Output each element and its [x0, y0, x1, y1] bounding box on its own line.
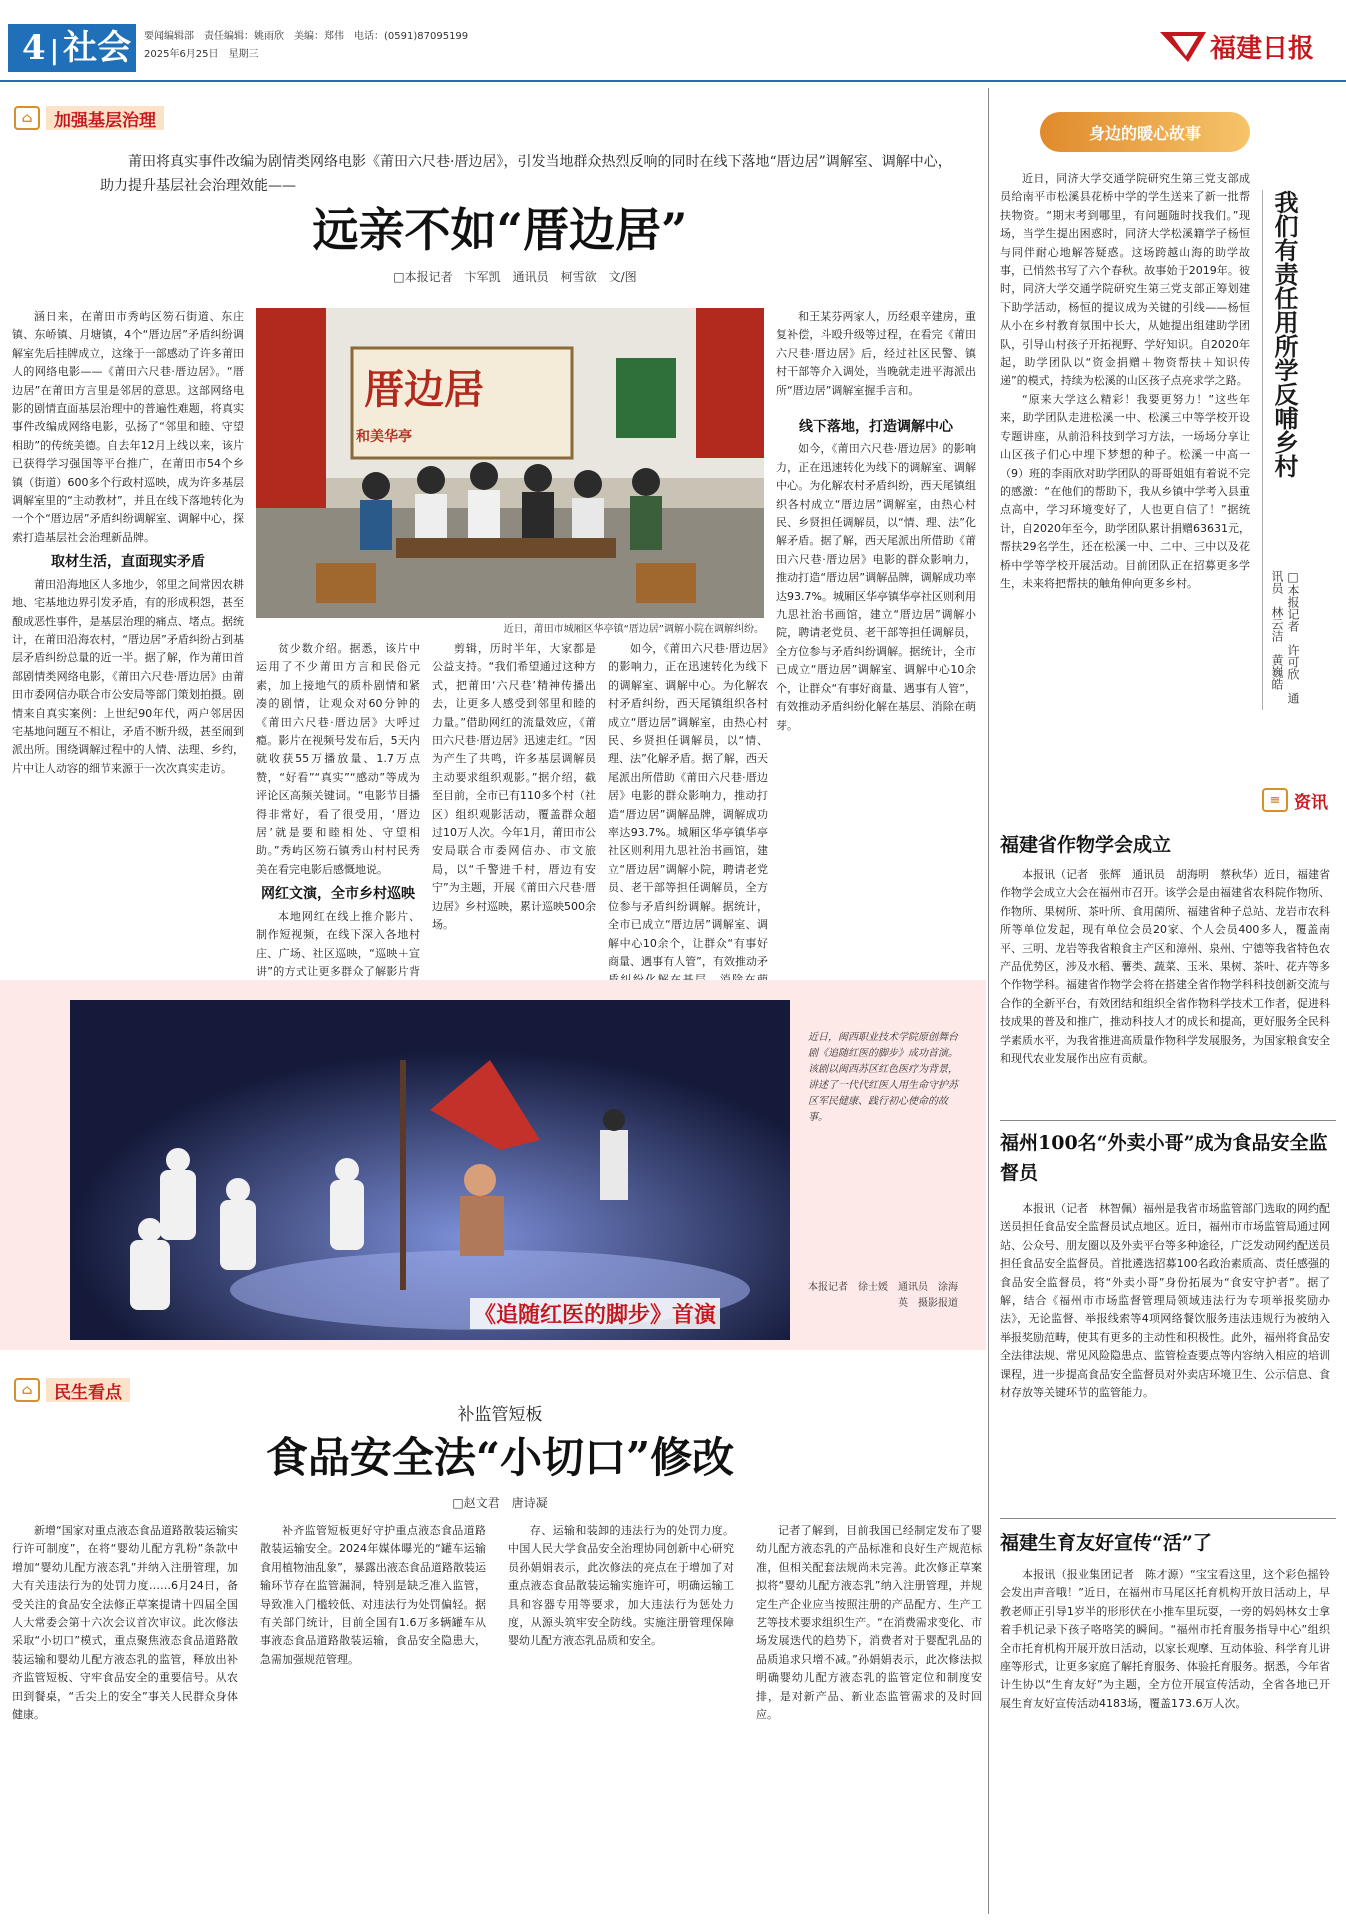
news-body-2 [1000, 1200, 1330, 1512]
news-body-3-text: 本报讯（报业集团记者 陈才源）“宝宝看这里，这个彩色摇铃会发出声音哦！”近日，在福州市马尾区托育机构开放日活动上，早教老师正引导1岁半的形形伏在小推车里玩耍，一旁的妈妈林女士拿着手机记录下孩子咯咯笑的瞬间。“福州市托育服务指导中心”组织全市托育机构开展开放日活动，以家长观摩、互动体验、科学育儿讲座等形式，让更多家庭了解托育服务、体验托育服务。据悉，今年省计生协以“生育友好”为主题，全方位开展宣传活动，全省各地已开展生育友好宣传活动4183场，覆盖173.6万人次。 [1000, 1568, 1330, 1710]
news-headline-2: 福州100名“外卖小哥”成为食品安全监督员 [1000, 1132, 1328, 1184]
food-byline: □赵文君 唐诗凝 [452, 1496, 548, 1510]
news-tag-label: 资讯 [1294, 792, 1328, 813]
news-headline-1: 福建省作物学会成立 [1000, 834, 1172, 856]
food-kicker: 补监管短板 [457, 1405, 543, 1425]
lead-subhead-2: 网红文演，全市乡村巡映 [261, 886, 415, 903]
lead-col-4a [776, 308, 976, 408]
news-body-3 [1000, 1566, 1330, 1912]
premiere-photo [70, 1000, 790, 1340]
lead-col1b-text: 莆田沿海地区人多地少，邻里之间常因农耕地、宅基地边界引发矛盾，有的形成积怨，甚至酿成恶性事件，是基层治理的痛点、堵点。据统计，在莆田沿海农村，“厝边居”矛盾纠纷占到基层矛盾纠纷总量的近一半。据了解，作为莆田首部剧情类网络电影，《莆田六尺巷·厝边居》由莆田市委网信办联合市公安局等部门策划拍摄。剧情来自真实案例：上世纪90年代，两户邻居因宅基地问题互不相让，矛盾不断升级，甚至闹到派出所。围绕调解过程中的人情、法理、乡约，片中让人动容的细节来源于一次次真实走访。 [12, 577, 244, 775]
lead-photo-caption: 近日，莆田市城厢区华亭镇“厝边居”调解小院在调解纠纷。 [503, 624, 764, 635]
section-tag-news [1262, 786, 1328, 814]
section-tag-livelihood [14, 1376, 130, 1404]
lead-col4a-text: 和王某芬两家人，历经艰辛建房，重复补偿，斗殴升级等过程，在看完《莆田六尺巷·厝边居》后，经过社区民警、镇村干部等介入调处，当晚就走进平海派出所“厝边居”调解室握手言和。 [776, 310, 976, 397]
news-divider-1 [1000, 1120, 1336, 1121]
lead-col4-text: 如今，《莆田六尺巷·厝边居》的影响力，正在迅速转化为线下的调解室、调解中心。为化解农村矛盾纠纷，西天尾镇组织各村成立“厝边居”调解室，由热心村民、乡贤担任调解员，以“情、理、法”化解矛盾。据了解，西天尾派出所借助《莆田六尺巷·厝边居》电影的群众影响力，推动打造“厝边居”调解品牌，调解成功率达93.7%。城厢区华亭镇华亭社区则利用九思社治书画馆，建立“厝边居”调解小院，聘请老党员、老干部等担任调解员，全方位参与矛盾纠纷调解。据统计，全市已成立“厝边居”调解室、调解中心10余个，让群众“有事好商量、遇事有人管”，有效推动矛盾纠纷化解在基层、消除在萌芽。 [776, 442, 976, 732]
news-headline-3: 福建生育友好宣传“活”了 [1000, 1532, 1212, 1554]
premiere-caption: 近日，闽西职业技术学院原创舞台剧《追随红医的脚步》成功首演。该剧以闽西苏区红色医疗为背景，讲述了一代代红医人用生命守护苏区军民健康、践行初心使命的故事。 [808, 1032, 958, 1123]
premiere-title: 《追随红医的脚步》首演 [470, 1298, 720, 1329]
lead-col1-text: 涵日来，在莆田市秀屿区笏石街道、东庄镇、东峤镇、月塘镇，4个“厝边居”矛盾纠纷调解室先后挂牌成立，这缘于一部感动了许多莆田人的网络电影——《莆田六尺巷·厝边居》。“厝边居”在莆田方言里是邻居的意思。这部网络电影的剧情直面基层治理中的普遍性难题，将真实事件改编成网络电影，弘扬了“邻里和睦、守望相助”的传统美德。自去年12月上线以来，该片已获得学习强国等平台推广，在莆田市54个乡镇（街道）600多个行政村巡映，成为许多基层调解室里的“主动教材”，并且在线下落地转化为一个个“厝边居”矛盾纠纷调解室、调解中心，探索打造基层社会治理新品牌。 [12, 310, 244, 544]
food-col-4 [756, 1522, 982, 1912]
warm-story-banner [1040, 112, 1250, 152]
masthead-info [144, 28, 468, 64]
side-story-byline: □本报记者 许可欣 通讯员 林云洁 黄巍皓 [1270, 570, 1300, 704]
lead-deck: 莆田将真实事件改编为剧情类网络电影《莆田六尺巷·厝边居》，引发当地群众热烈反响的同时在线下落地“厝边居”调解室、调解中心，助力提升基层社会治理效能—— [100, 154, 952, 194]
lead-col3b-text: 如今，《莆田六尺巷·厝边居》的影响力，正在迅速转化为线下的调解室、调解中心。为化解农村矛盾纠纷，西天尾镇组织各村成立“厝边居”调解室，由热心村民、乡贤担任调解员，以“情、理、法”化解矛盾。据了解，西天尾派出所借助《莆田六尺巷·厝边居》电影的群众影响力，推动打造“厝边居”调解品牌，调解成功率达93.7%。城厢区华亭镇华亭社区则利用九思社治书画馆，建立“厝边居”调解小院，聘请老党员、老干部等担任调解员，全方位参与矛盾纠纷调解。据统计，全市已成立“厝边居”调解室、调解中心10余个，让群众“有事好商量、遇事有人管”，有效推动矛 [608, 642, 768, 968]
mediation-courtyard-photo [256, 308, 764, 618]
lead-col-1 [12, 308, 244, 966]
lead-col-3 [432, 640, 596, 970]
masthead-rule [0, 80, 1346, 82]
side-story-para-1: 近日，同济大学交通学院研究生第三党支部成员给南平市松溪县花桥中学的学生送来了新一批帮扶物资。“期末考到哪里，有问题随时找我们。”现场，当学生提出困惑时，同济大学松溪籍学子杨恒与同伴耐心地解答疑惑。这场跨越山海的助学故事，已悄然书写了六个春秋。故事始于2019年。彼时，同济大学交通学院研究生第三党支部正筹划建下助学活动，杨恒的提议成为关键的引线——杨恒从小在乡村教育氛围中长大，从她提出组建助学团队，引导山村孩子开拓视野、学好知识。自2020年起，助学团队以“资金捐赠＋物资帮扶＋知识传递”的模式，持续为松溪的山区孩子点亮求学之路。 [1000, 172, 1250, 388]
news-body-1 [1000, 866, 1330, 1112]
news-body-1-text: 本报讯（记者 张辉 通讯员 胡海明 蔡秋华）近日，福建省作物学会成立大会在福州市召开。该学会是由福建省农科院作物所、作物所、果树所、茶叶所、食用菌所、福建省种子总站、龙岩市农科所等单位发起，现有单位会员20家、个人会员400多人，覆盖南平、三明、龙岩等我省粮食主产区和漳州、泉州、宁德等我省特色农产品优势区，涉及水稻、薯类、蔬菜、玉米、果树、茶叶、花卉等多个作物学科。福建省作物学会将在搭建全省作物学科科技创新交流与合作的全新平台，有效团结和组织全省作物科学技术工作者，促进科技成果的普及和推广，推动科技人才的成长和提高，更好服务全民科学素质水平，为我省推进高质量作物科学发展服务，为国家粮食安全和现代农业发展作出应有贡献。 [1000, 868, 1330, 1066]
lead-col-2 [256, 640, 420, 978]
lead-subhead-1: 取材生活，直面现实矛盾 [51, 554, 205, 571]
news-body-2-text: 本报讯（记者 林智佩）福州是我省市场监管部门选取的网约配送员担任食品安全监督员试点地区。近日，福州市市场监管局通过网站、公众号、朋友圈以及外卖平台等多种途径，广泛发动网约配送员担任食品安全监督员。首批遴选招募100名政治素质高、责任感强的食品安全监督员，将“外卖小哥”身份拓展为“食安守护者”。据了解，结合《福州市市场监督管理局领域违法行为专项举报奖励办法》，无论监督、举报线索等4项网络餐饮服务违法违规行为被纳入举报奖励范畴，使其有更多的主动性和积极性。此外，福州将食品安全法律法规、常见风险隐患点、监管检查要点等内容纳入相应的培训课程，进一步提高食品安全监督员对外卖店环境卫生、公示信息、食材存放等关键环节的监管能力。 [1000, 1202, 1330, 1400]
lead-subhead-3: 线下落地，打造调解中心 [799, 419, 953, 435]
paper-name: 福建日报 [1210, 33, 1315, 64]
section-tag-label-2: 民生看点 [46, 1378, 130, 1402]
stage-performance-photo [70, 1000, 790, 1340]
food-col-2 [260, 1522, 486, 1912]
newspaper-logo [1158, 18, 1328, 74]
food-col4-text: 记者了解到，目前我国已经制定发布了婴幼儿配方液态乳的产品标准和良好生产规范标准，但相关配套法规尚未完善。此次修正草案拟将“婴幼儿配方液态乳”纳入注册管理，并规定生产企业应当按照注册的产品配方、生产工艺等技术要求组织生产。“在消费需求变化、市场发展迭代的趋势下，消费者对于婴配乳品的品质追求只增不减。”孙娟娟表示，此次修法拟明确婴幼儿配方液态乳的监管定位和制度安排，是对新产品、新业态监管需求的及时回应。 [756, 1524, 982, 1722]
section-name: 社会 [63, 28, 132, 68]
lead-photo [256, 308, 764, 618]
lead-col3-text: 剪辑，历时半年，大家都是公益支持。“我们希望通过这种方式，把莆田‘六尺巷’精神传播出去，让更多人感受到邻里和睦的力量。”借助网红的流量效应，《莆田六尺巷·厝边居》迅速走红。“因为产生了共鸣，许多基层调解员主动要求组织观影。”据介绍，截至目前，全市已有110多个村（社区）组织观影活动，覆盖群众超过10万人次。今年1月，莆田市公安局联合市委网信办、市文旅局，以“千警进千村，厝边有安宁”为主题，开展《莆田六尺巷·厝边居》乡村巡映，累计巡映500余场。 [432, 642, 596, 932]
side-story-title-box [1262, 190, 1334, 710]
page-number-badge: 4 | 社会 [8, 24, 136, 72]
column-divider [988, 88, 989, 1914]
photo-sign-main: 厝边居 [364, 366, 484, 413]
side-story-title: 我们有责任用所学反哺乡村 [1270, 190, 1299, 478]
food-col-3 [508, 1522, 734, 1912]
lead-headline: 远亲不如“厝边居” [312, 203, 688, 257]
side-story-para-2: “原来大学这么精彩！我要更努力！”这些年来，助学团队走进松溪一中、松溪三中等学校开设专题讲座，从前沿科技到学习方法，一场场分享让山区孩子们心中埋下梦想的种子。松溪一中高一（9）班的李雨欣对助学团队的哥哥姐姐有着说不完的感激：“在他们的帮助下，我从乡镇中学考入县重点高中，学习环境变好了，人也更自信了！”据统计，自2020年至今，助学团队累计捐赠63631元，帮扶29名学生，还在松溪一中、二中、三中以及花桥中学等学校开展活动。目前团队正在招募更多学生，未来将把帮扶的触角伸向更多乡村。 [1000, 392, 1250, 590]
premiere-byline: 本报记者 徐士媛 通讯员 涂海英 摄影报道 [808, 1282, 958, 1309]
lead-col-4 [776, 412, 976, 970]
house-icon: ⌂ [14, 106, 40, 130]
warm-story-banner-label: 身边的暖心故事 [1088, 123, 1201, 143]
section-tag-label: 加强基层治理 [46, 106, 164, 130]
page-number: 4 [22, 28, 46, 68]
paper-logo-icon [1158, 26, 1210, 66]
date-line: 2025年6月25日 星期三 [144, 49, 259, 60]
news-icon: ≡ [1262, 788, 1288, 812]
photo-sign-sub: 和美华亭 [356, 429, 412, 445]
food-col2-text: 补齐监管短板更好守护重点液态食品道路散装运输安全。2024年媒体曝光的“罐车运输食用植物油乱象”，暴露出液态食品道路散装运输环节存在监管漏洞，特别是缺乏准入监管，导致准入门槛较低、对违法行为处罚偏轻。据有关部门统计，目前全国有1.6万多辆罐车从事液态食品道路散装运输，食品安全隐患大，急需加强规范管理。 [260, 1524, 486, 1666]
food-col-1 [12, 1522, 238, 1912]
editors-line: 要闻编辑部 责任编辑：姚雨欣 美编：郑伟 电话：(0591)87095199 [144, 31, 469, 42]
lead-col-3b [608, 640, 768, 970]
food-headline: 食品安全法“小切口”修改 [265, 1433, 735, 1482]
news-divider-2 [1000, 1518, 1336, 1519]
section-tag-governance [14, 104, 164, 132]
lead-col2b-text: 本地网红在线上推介影片、制作短视频，在线下深入各地村庄、广场、社区巡映，“巡映＋宣讲”的方式让更多群众了解影片背 [256, 909, 420, 978]
food-col3-text: 存、运输和装卸的违法行为的处罚力度。中国人民大学食品安全治理协同创新中心研究员孙娟娟表示，此次修法的亮点在于增加了对重点液态食品散装运输实施许可，明确运输工具和容器专用等要求，加大违法行为惩处力度，从源头筑牢安全防线。实施注册管理保障婴幼儿配方液态乳品质和安全。 [508, 1524, 734, 1648]
house-icon-2: ⌂ [14, 1378, 40, 1402]
lead-byline: □本报记者 卞军凯 通讯员 柯雪欲 文/图 [393, 270, 637, 284]
food-col1-text: 新增“国家对重点液态食品道路散装运输实行许可制度”，在将“婴幼儿配方乳粉”条款中增加“婴幼儿配方液态乳”并纳入注册管理，加大有关违法行为的处罚力度……6月24日，备受关注的食品安全法修正草案提请十四届全国人大常委会第十六次会议首次审议。此次修法采取“小切口”模式，重点聚焦液态食品道路散装运输和婴幼儿配方液态乳的监管，释放出补齐监管短板、守牢食品安全的重要信号。从农田到餐桌，“舌尖上的安全”事关人民群众身体健康。 [12, 1524, 238, 1722]
lead-col2-text: 贫少数介绍。据悉，该片中运用了不少莆田方言和民俗元素，加上接地气的质朴剧情和紧凑的剧情，让观众对60分钟的《莆田六尺巷·厝边居》大呼过瘾。影片在视频号发布后，5天内就收获55万播放量、1.7万点赞，“好看”“真实”“感动”等成为评论区高频关键词。“电影节目播得非常好，看了很受用，‘厝边居’就是要和睦相处、守望相助。”秀屿区笏石镇秀山村村民秀美在看完电影后感慨地说。 [256, 642, 420, 876]
